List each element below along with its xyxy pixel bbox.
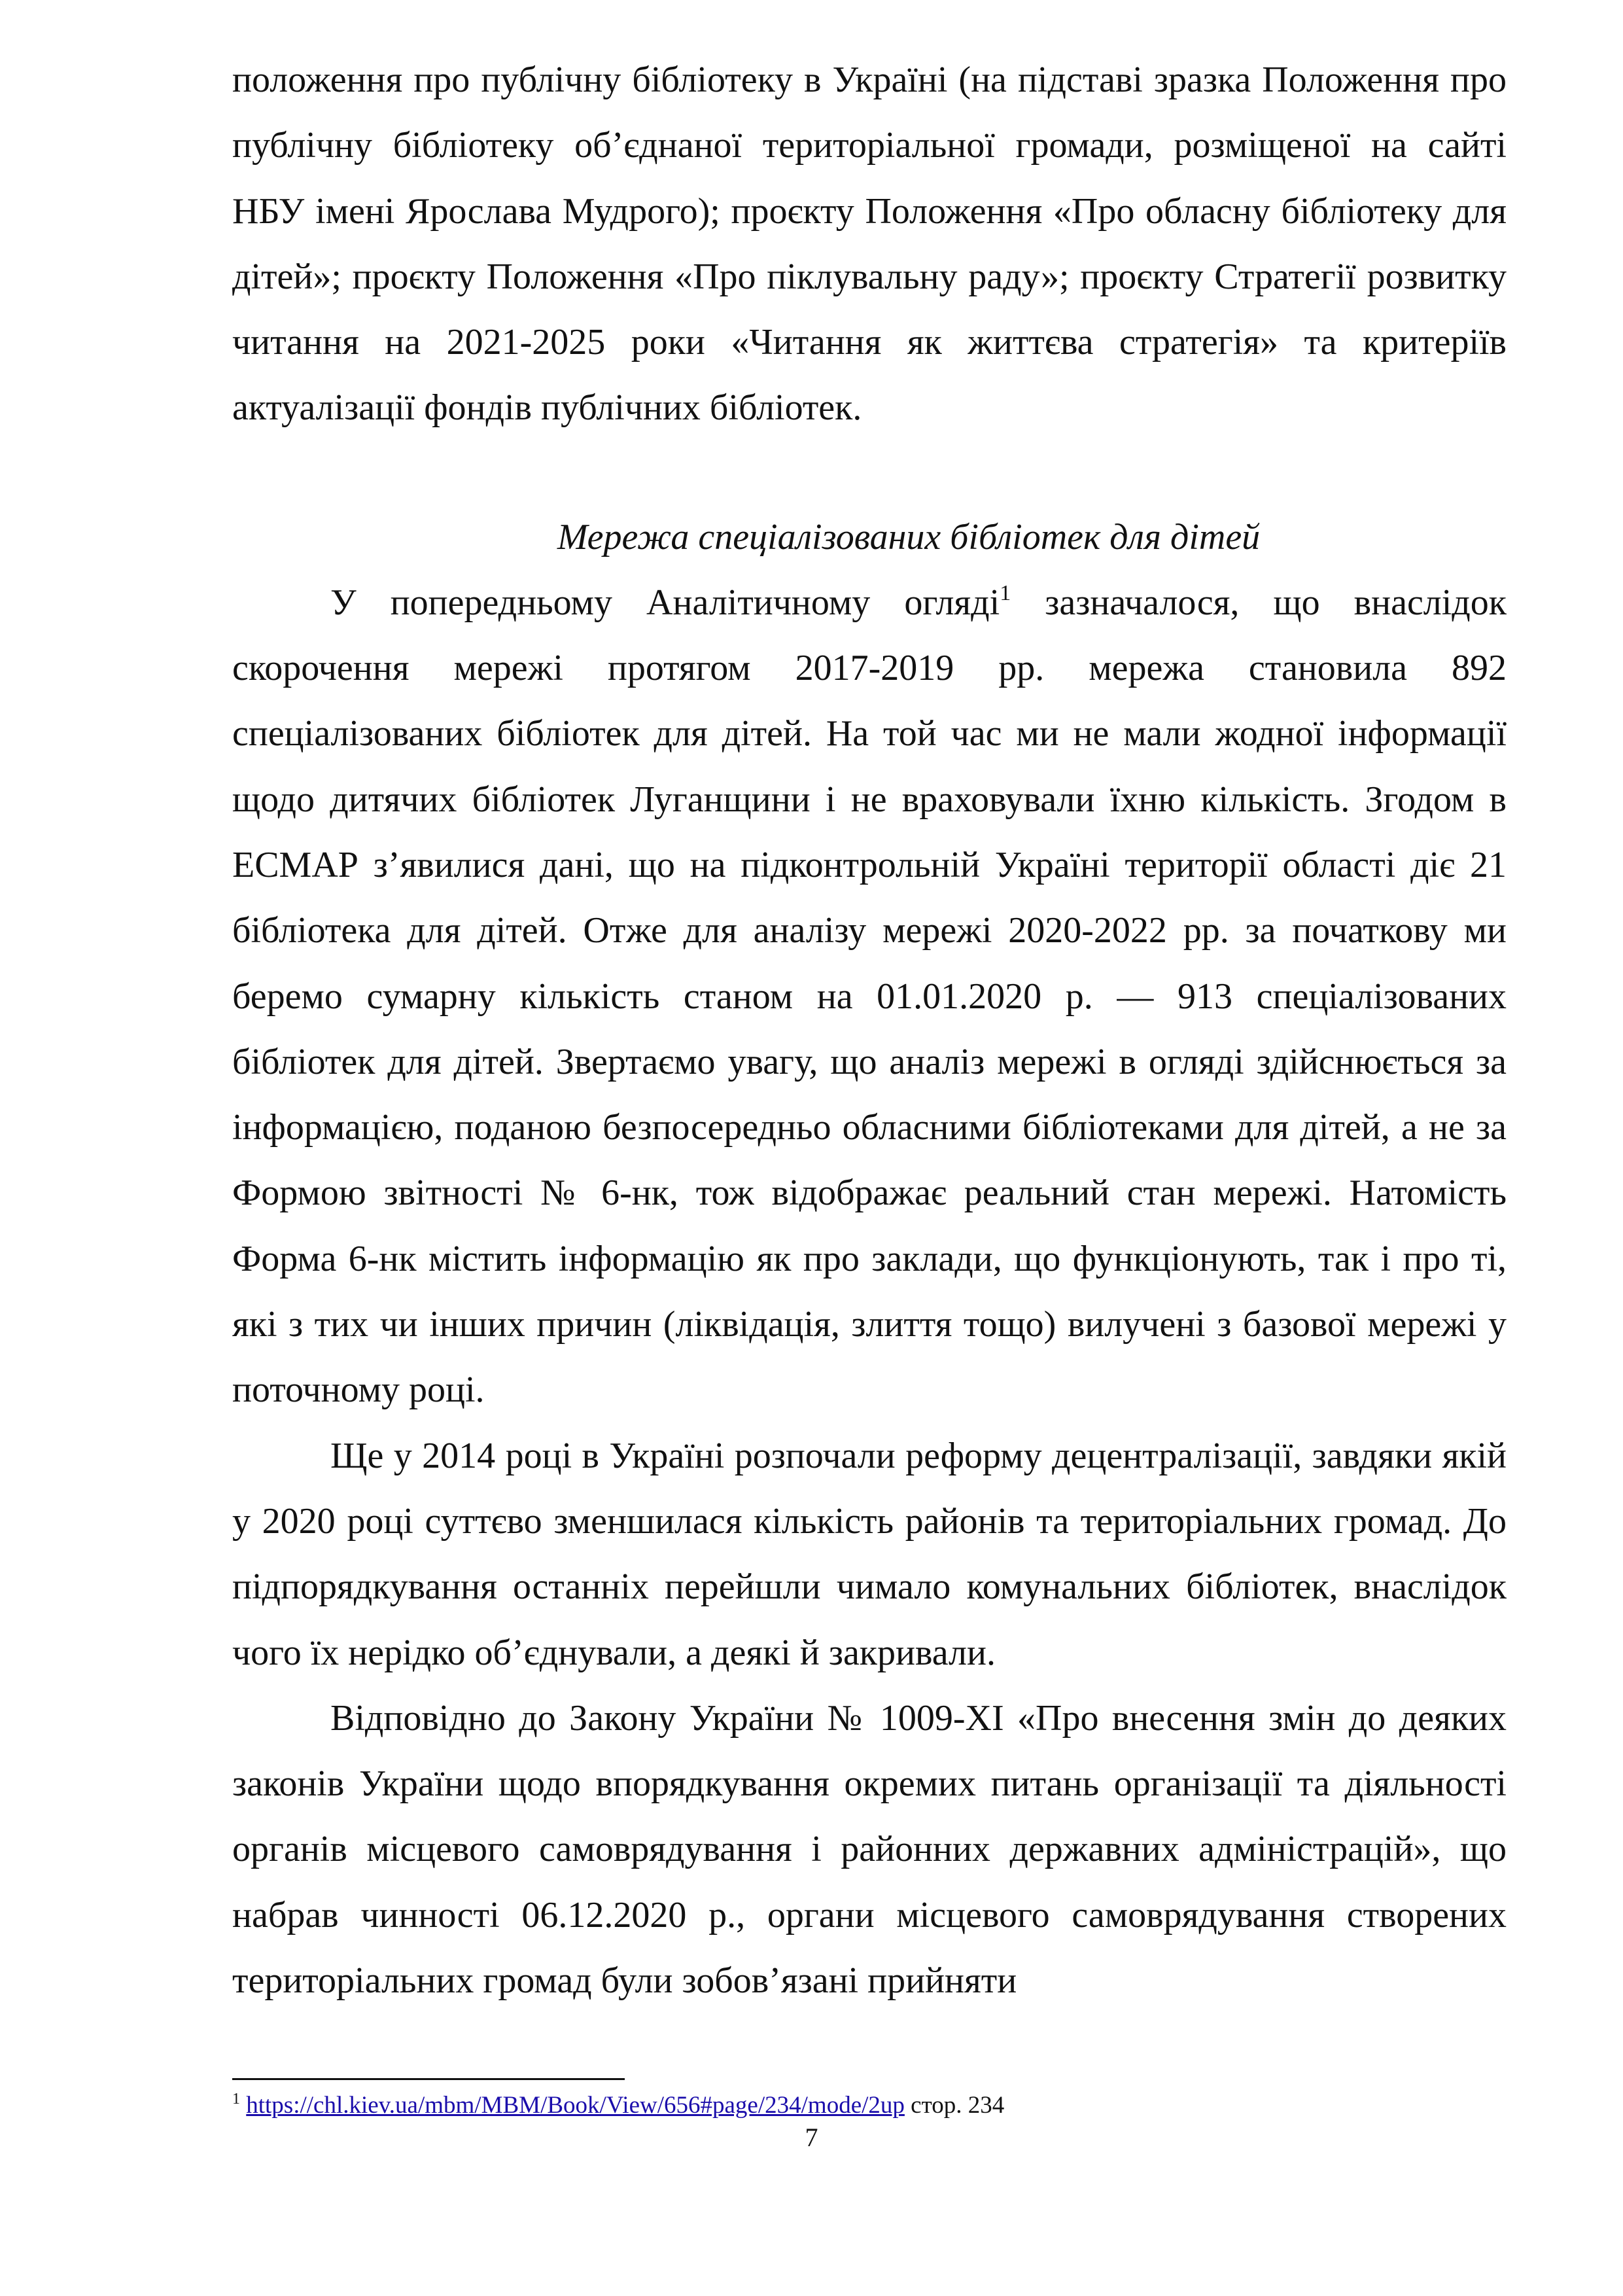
page-number: 7 [805, 2123, 818, 2152]
paragraph-1-lead: У попередньому Аналітичному огляді [330, 582, 1000, 623]
footnote-marker: 1 [232, 2091, 240, 2108]
footnote-divider [232, 2078, 625, 2080]
footnote-suffix: стор. 234 [911, 2092, 1005, 2119]
intro-paragraph: положення про публічну бібліотеку в Україні (на підставі зразка Положення про публічну бібліотеку об’єднаної територіальної громади, розміщеної на сайті НБУ імені Ярослава Мудрого); проєкту Положення «Про обласну бібліотеку для дітей»; проєкту Положення «Про піклувальну раду»; проєкту Стратегії розвитку читання на 2021-2025 роки «Читання як життєва стратегія» та критеріїв актуалізації фондів публічних бібліотек. [232, 60, 1507, 429]
paragraph-network-analysis [232, 570, 1507, 1423]
section-heading: Мережа спеціалізованих бібліотек для дітей [557, 516, 1261, 557]
paragraph-law: Відповідно до Закону України № 1009-ХІ «Про внесення змін до деяких законів України щодо впорядкування окремих питань організації та діяльності органів місцевого самоврядування і районних державних адміністрацій», що набрав чинності 06.12.2020 р., органи місцевого самоврядування створених територіальних громад були зобов’язані прийняти [232, 1697, 1507, 2002]
document-page [232, 47, 1507, 2013]
footnote-link[interactable]: https://chl.kiev.ua/mbm/MBM/Book/View/656#page/234/mode/2up [246, 2092, 905, 2119]
section-spacer [232, 441, 1507, 504]
footnote [232, 2090, 1004, 2121]
footnote-reference[interactable]: 1 [1000, 580, 1011, 605]
paragraph-1-body: зазначалося, що внаслідок скорочення мережі протягом 2017-2019 рр. мережа становила 892 спеціалізованих бібліотек для дітей. На той час ми не мали жодної інформації щодо дитячих бібліотек Луганщини і не враховували їхню кількість. Згодом в ЕСМАР з’явилися дані, що на підконтрольній Україні території області діє 21 бібліотека для дітей. Отже для аналізу мережі 2020-2022 рр. за початкову ми беремо сумарну кількість станом на 01.01.2020 р. — 913 спеціалізованих бібліотек для дітей. Звертаємо увагу, що аналіз мережі в огляді здійснюється за інформацією, поданою безпосередньо обласними бібліотеками для дітей, а не за Формою звітності № 6-нк, тож відображає реальний стан мережі. Натомість Форма 6-нк містить інформацію як про заклади, що функціонують, так і про ті, які з тих чи інших причин (ліквідація, злиття тощо) вилучені з базової мережі у поточному році. [232, 582, 1507, 1411]
paragraph-decentralization: Ще у 2014 році в Україні розпочали реформу децентралізації, завдяки якій у 2020 році суттєво зменшилася кількість районів та територіальних громад. До підпорядкування останніх перейшли чимало комунальних бібліотек, внаслідок чого їх нерідко об’єднували, а деякі й закривали. [232, 1435, 1507, 1673]
